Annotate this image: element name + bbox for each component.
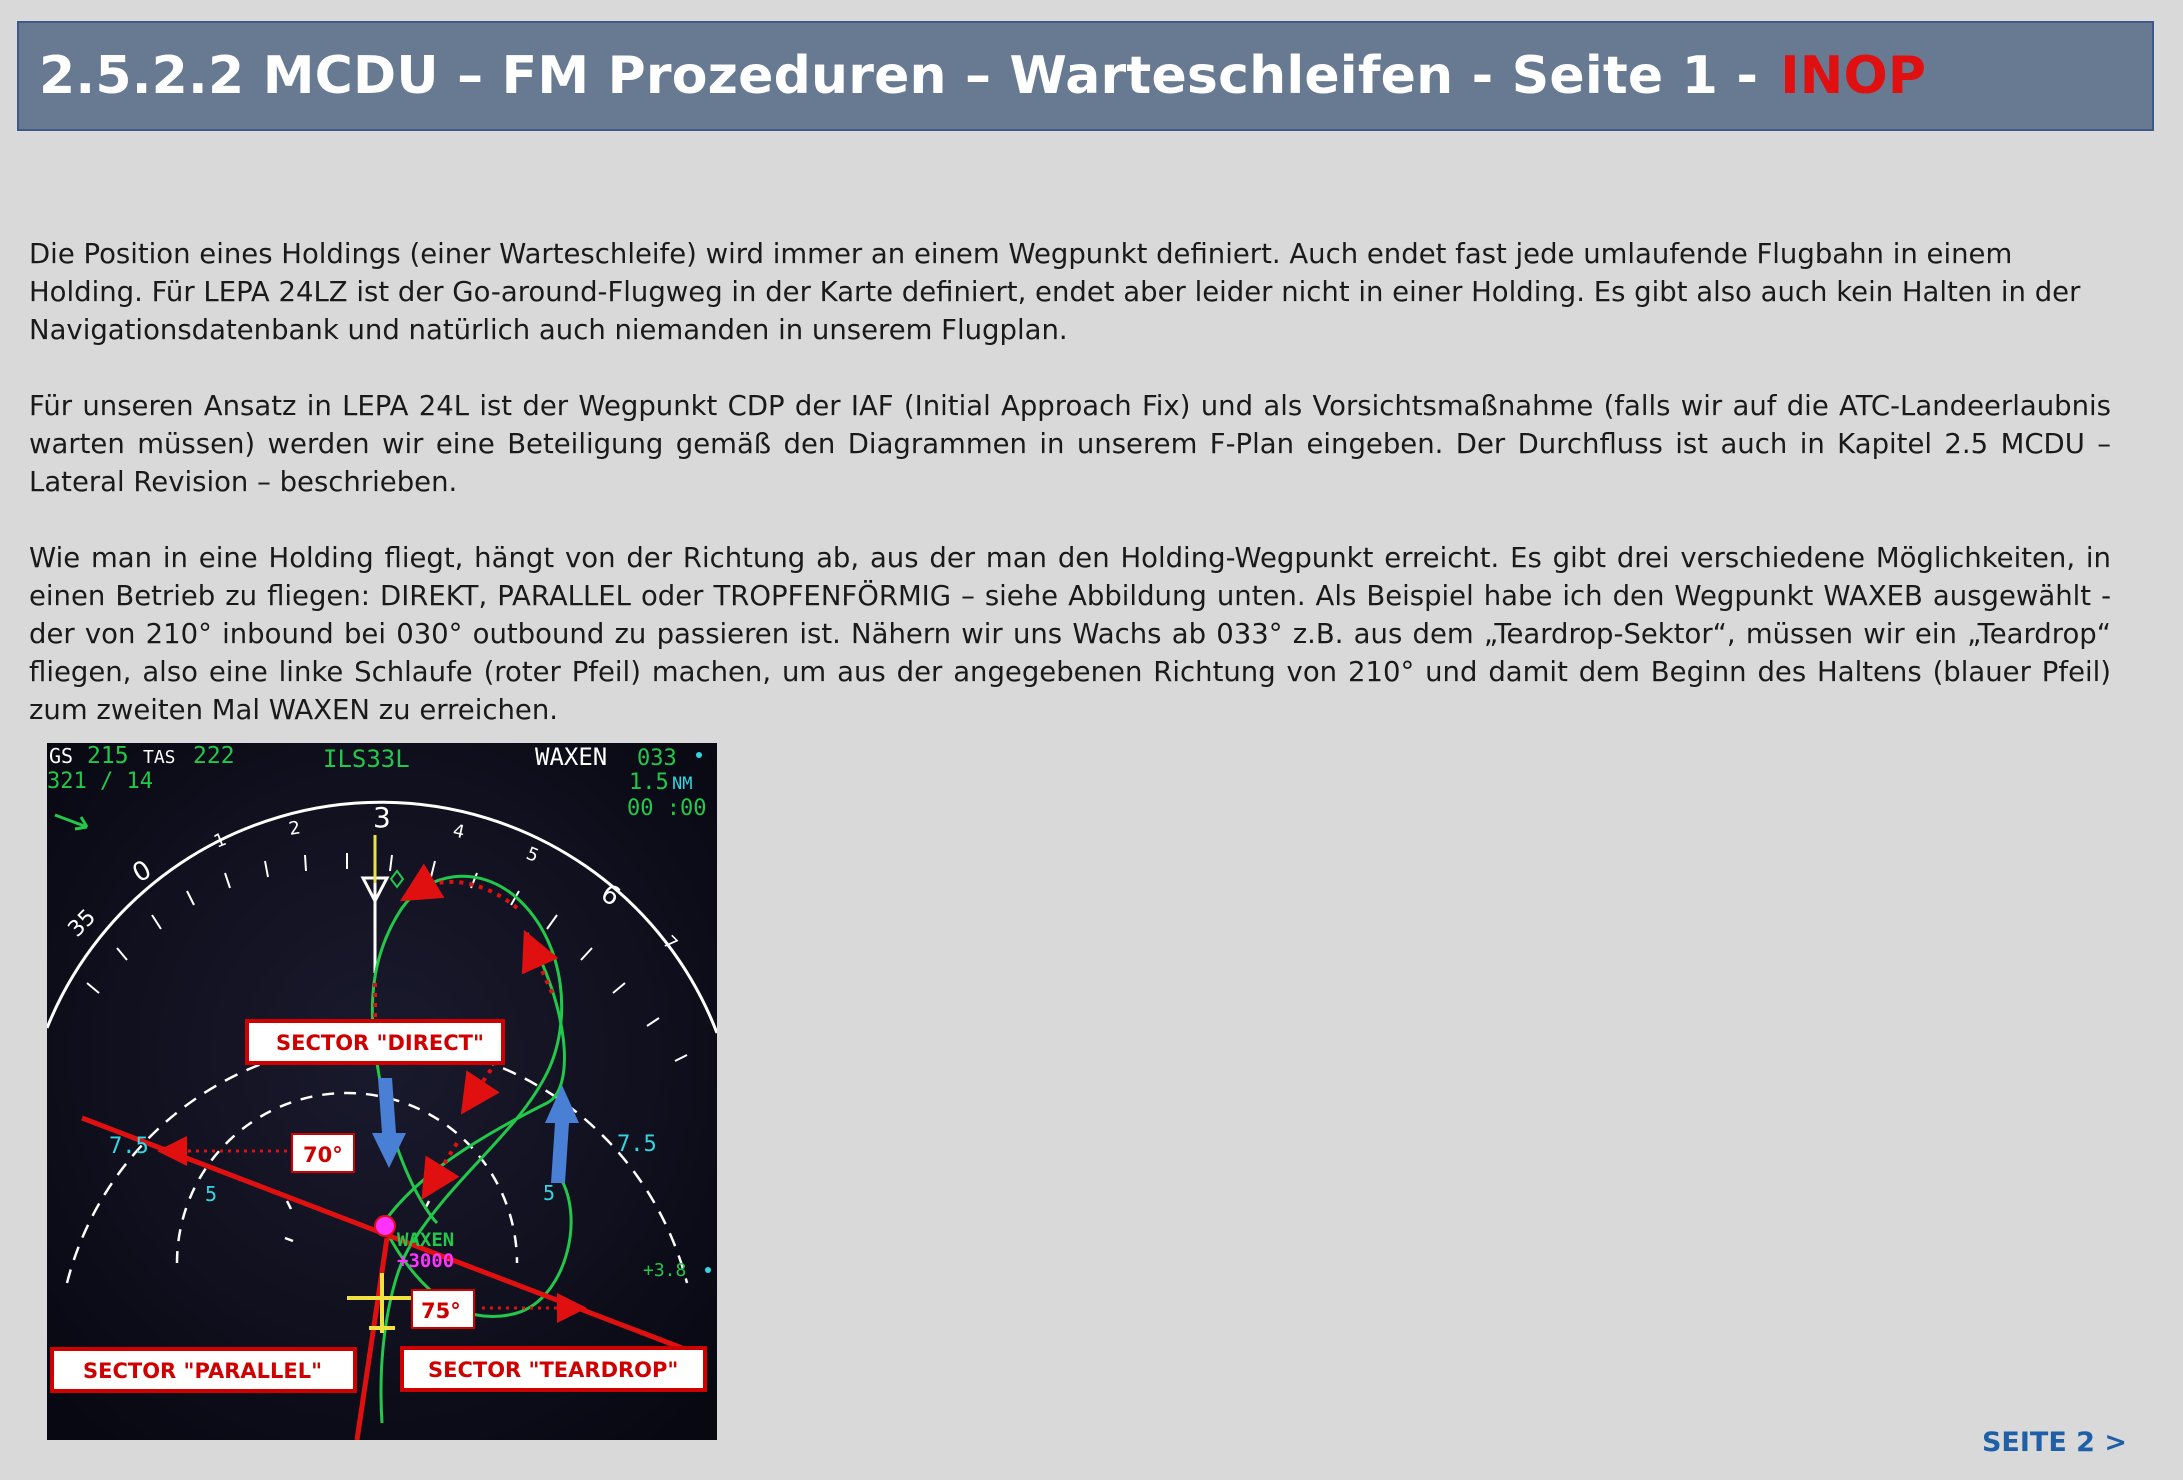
page-title	[39, 46, 1926, 106]
body-text	[29, 235, 2111, 767]
vdev-dot	[705, 1267, 711, 1273]
paragraph-2: Für unseren Ansatz in LEPA 24L ist der Wegpunkt CDP der IAF (Initial Approach Fix) und als Vorsichtsmaßnahme (falls wir auf die ATC-Landeerlaubnis warten müssen) werden wir eine Beteiligung gemäß den Diagrammen in unserem F-Plan eingeben. Der Durchfluss ist auch in Kapitel 2.5 MCDU – Lateral Revision – beschrieben.	[29, 390, 2111, 498]
paragraph-3: Wie man in eine Holding fliegt, hängt von der Richtung ab, aus der man den Holding-Wegpunkt erreicht. Es gibt drei verschiedene Möglichkeiten, in einen Betrieb zu fliegen: DIREKT, PARALLEL oder TROPFENFÖRMIG – siehe Abbildung unten. Als Beispiel habe ich den Wegpunkt WAXEB ausgewählt - der von 210° inbound bei 030° outbound zu passieren ist. Nähern wir uns Wachs ab 033° z.B. aus dem „Teardrop-Sektor“, müssen wir ein „Teardrop“ fliegen, also eine linke Schlaufe (roter Pfeil) machen, um aus der angegebenen Richtung von 210° und damit dem Beginn des Haltens (blauer Pfeil) zum zweiten Mal WAXEN zu erreichen.	[29, 542, 2111, 726]
navigation-display	[47, 743, 717, 1440]
sector-direct-label: SECTOR "DIRECT"	[276, 1031, 484, 1055]
angle-75-box	[412, 1290, 474, 1328]
holding-entry-figure	[47, 743, 717, 1440]
page-header	[17, 21, 2154, 131]
sector-parallel-box	[52, 1349, 355, 1391]
fix-name-label: WAXEN	[397, 1229, 455, 1251]
compass-label-4: 4	[450, 820, 467, 844]
range-label-outer-left: 7.5	[109, 1134, 149, 1159]
compass-label-0: 0	[127, 854, 157, 890]
waypoint-waxen-marker	[375, 1216, 395, 1236]
distance-unit: NM	[672, 774, 693, 794]
time-readout: 00 :00	[627, 796, 707, 821]
next-page-link[interactable]: SEITE 2 >	[1981, 1427, 2127, 1458]
bearing-degree-dot	[696, 752, 702, 758]
approach-label: ILS33L	[323, 745, 410, 773]
waypoint-name: WAXEN	[535, 743, 608, 771]
sector-direct-box	[247, 1021, 503, 1063]
compass-label-2: 2	[287, 817, 303, 840]
compass-label-7: 7	[658, 931, 682, 955]
waypoint-bearing: 033	[637, 746, 677, 771]
tas-value: 222	[193, 743, 235, 769]
distance-value: 1.5	[629, 770, 669, 795]
gs-value: 215	[87, 743, 129, 769]
wind-readout: 321 / 14	[47, 769, 153, 794]
sector-teardrop-label: SECTOR "TEARDROP"	[428, 1358, 679, 1382]
gs-label: GS	[49, 744, 74, 768]
range-label-outer-right: 7.5	[617, 1132, 657, 1157]
vertical-deviation: +3.8	[643, 1260, 687, 1281]
fix-altitude-label: +3000	[397, 1250, 455, 1272]
angle-70-box	[292, 1134, 354, 1172]
range-label-inner-left: 5	[205, 1182, 218, 1206]
compass-label-3: 3	[373, 801, 391, 834]
angle-75-label: 75°	[421, 1299, 461, 1323]
page-title-text: 2.5.2.2 MCDU – FM Prozeduren – Warteschleifen - Seite 1 -	[39, 46, 1759, 106]
inop-badge: INOP	[1780, 46, 1927, 106]
paragraph-1: Die Position eines Holdings (einer Warteschleife) wird immer an einem Wegpunkt definiert. Auch endet fast jede umlaufende Flugbahn in einem Holding. Für LEPA 24LZ ist der Go-around-Flugweg in der Karte definiert, endet aber leider nicht in einer Holding. Es gibt also auch kein Halten in der Navigationsdatenbank und natürlich auch niemanden in unserem Flugplan.	[29, 238, 2081, 346]
compass-label-1: 1	[211, 828, 230, 853]
compass-label-5: 5	[523, 843, 542, 867]
range-label-inner-right: 5	[543, 1181, 556, 1205]
compass-label-35: 35	[63, 904, 102, 943]
angle-70-label: 70°	[303, 1143, 343, 1167]
compass-label-6: 6	[595, 878, 626, 913]
sector-parallel-label: SECTOR "PARALLEL"	[83, 1359, 323, 1383]
sector-teardrop-box	[402, 1348, 705, 1390]
tas-label: TAS	[143, 747, 176, 768]
